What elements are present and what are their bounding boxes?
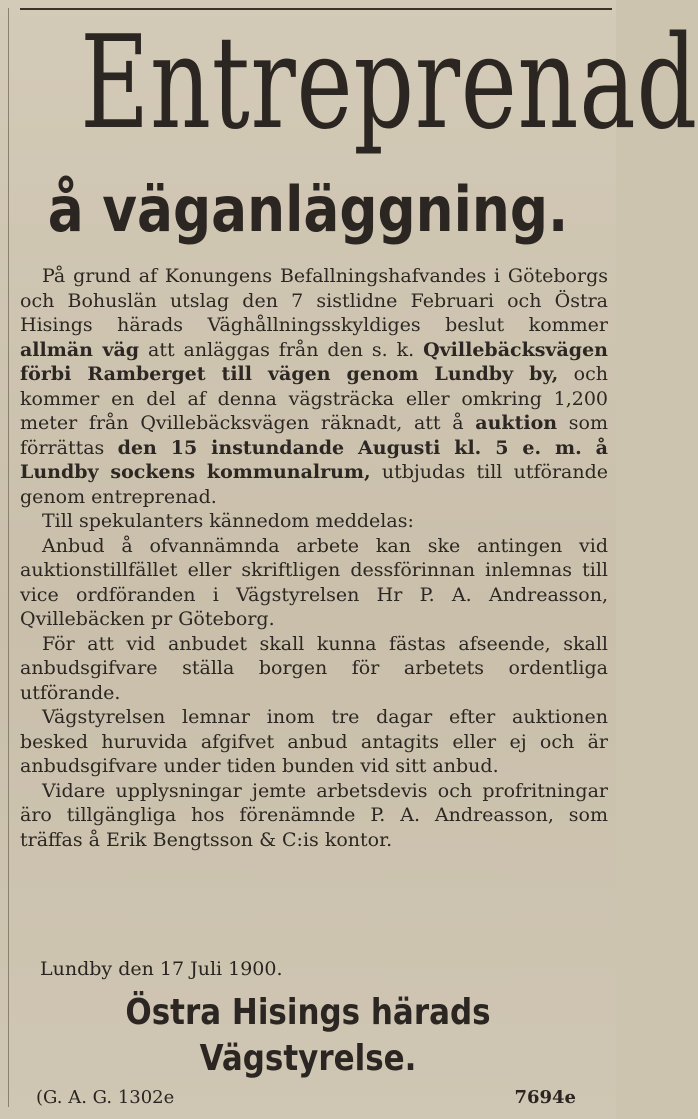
body-paragraph-6 <box>20 779 608 853</box>
bold-run: allmän väg <box>20 338 140 361</box>
footer-reference: (G. A. G. 1302e <box>36 1087 175 1108</box>
text-run: utbjudas till utförande genom entreprenad. <box>20 461 608 508</box>
text-run: Anbud å ofvannämnda arbete kan ske antingen vid auktionstillfället eller skriftligen dessförinnan inlemnas till vice ordföranden i Vägstyrelsen Hr P. A. Andreasson, Qvillebäcken pr Göteborg. <box>20 534 608 630</box>
bold-run: auktion <box>475 412 558 434</box>
text-run: att anläggas från den s. k. <box>139 338 424 361</box>
text-run: Vidare upplysningar jemte arbetsdevis och profritningar äro tillgängliga hos förenämnde P. A. Andreasson, som träffas å Erik Bengtsson & C:is kontor. <box>20 779 608 851</box>
footer-number: 7694e <box>514 1087 576 1108</box>
body-paragraph-5 <box>20 705 608 779</box>
body-paragraph-4 <box>20 632 608 706</box>
text-run: och kommer en del af denna vägsträcka eller omkring 1,200 meter från Qvillebäcksvägen räknadt, att å <box>20 363 609 434</box>
body-paragraph-1 <box>20 264 608 509</box>
text-run: Vägstyrelsen lemnar inom tre dagar efter auktionen besked huruvida afgifvet anbud antagits eller ej och är anbudsgifvare under tiden bunden vid sitt anbud. <box>20 706 608 777</box>
body-paragraph-3 <box>20 534 608 632</box>
subheadline: å väganläggning. <box>47 173 569 246</box>
text-run: På grund af Konungens Befallningshafvandes i Göteborgs och Bohuslän utslag den 7 sistlidne Februari och Östra Hisings härads Väghållningsskyldiges beslut kommer <box>20 265 608 336</box>
bold-run: Qvillebäcksvägen förbi Ramberget till vägen genom Lundby by, <box>20 338 608 385</box>
body-text <box>20 264 608 852</box>
body-paragraph-2 <box>20 509 608 534</box>
left-rule <box>8 8 9 1107</box>
signature-line-2: Vägstyrelse. <box>199 1038 417 1079</box>
bold-run: den 15 instundande Augusti kl. 5 e. m. å Lundby sockens kommunalrum, <box>20 436 608 483</box>
headline: Entreprenad <box>80 9 698 158</box>
signature-line-1: Östra Hisings härads <box>125 992 491 1033</box>
text-run: För att vid anbudet skall kunna fästas afseende, skall anbudsgifvare ställa borgen för arbetets ordentliga utförande. <box>20 632 608 704</box>
text-run: som förrättas <box>20 412 608 459</box>
dateline: Lundby den 17 Juli 1900. <box>40 958 283 980</box>
text-run: Till spekulanters kännedom meddelas: <box>42 510 414 532</box>
